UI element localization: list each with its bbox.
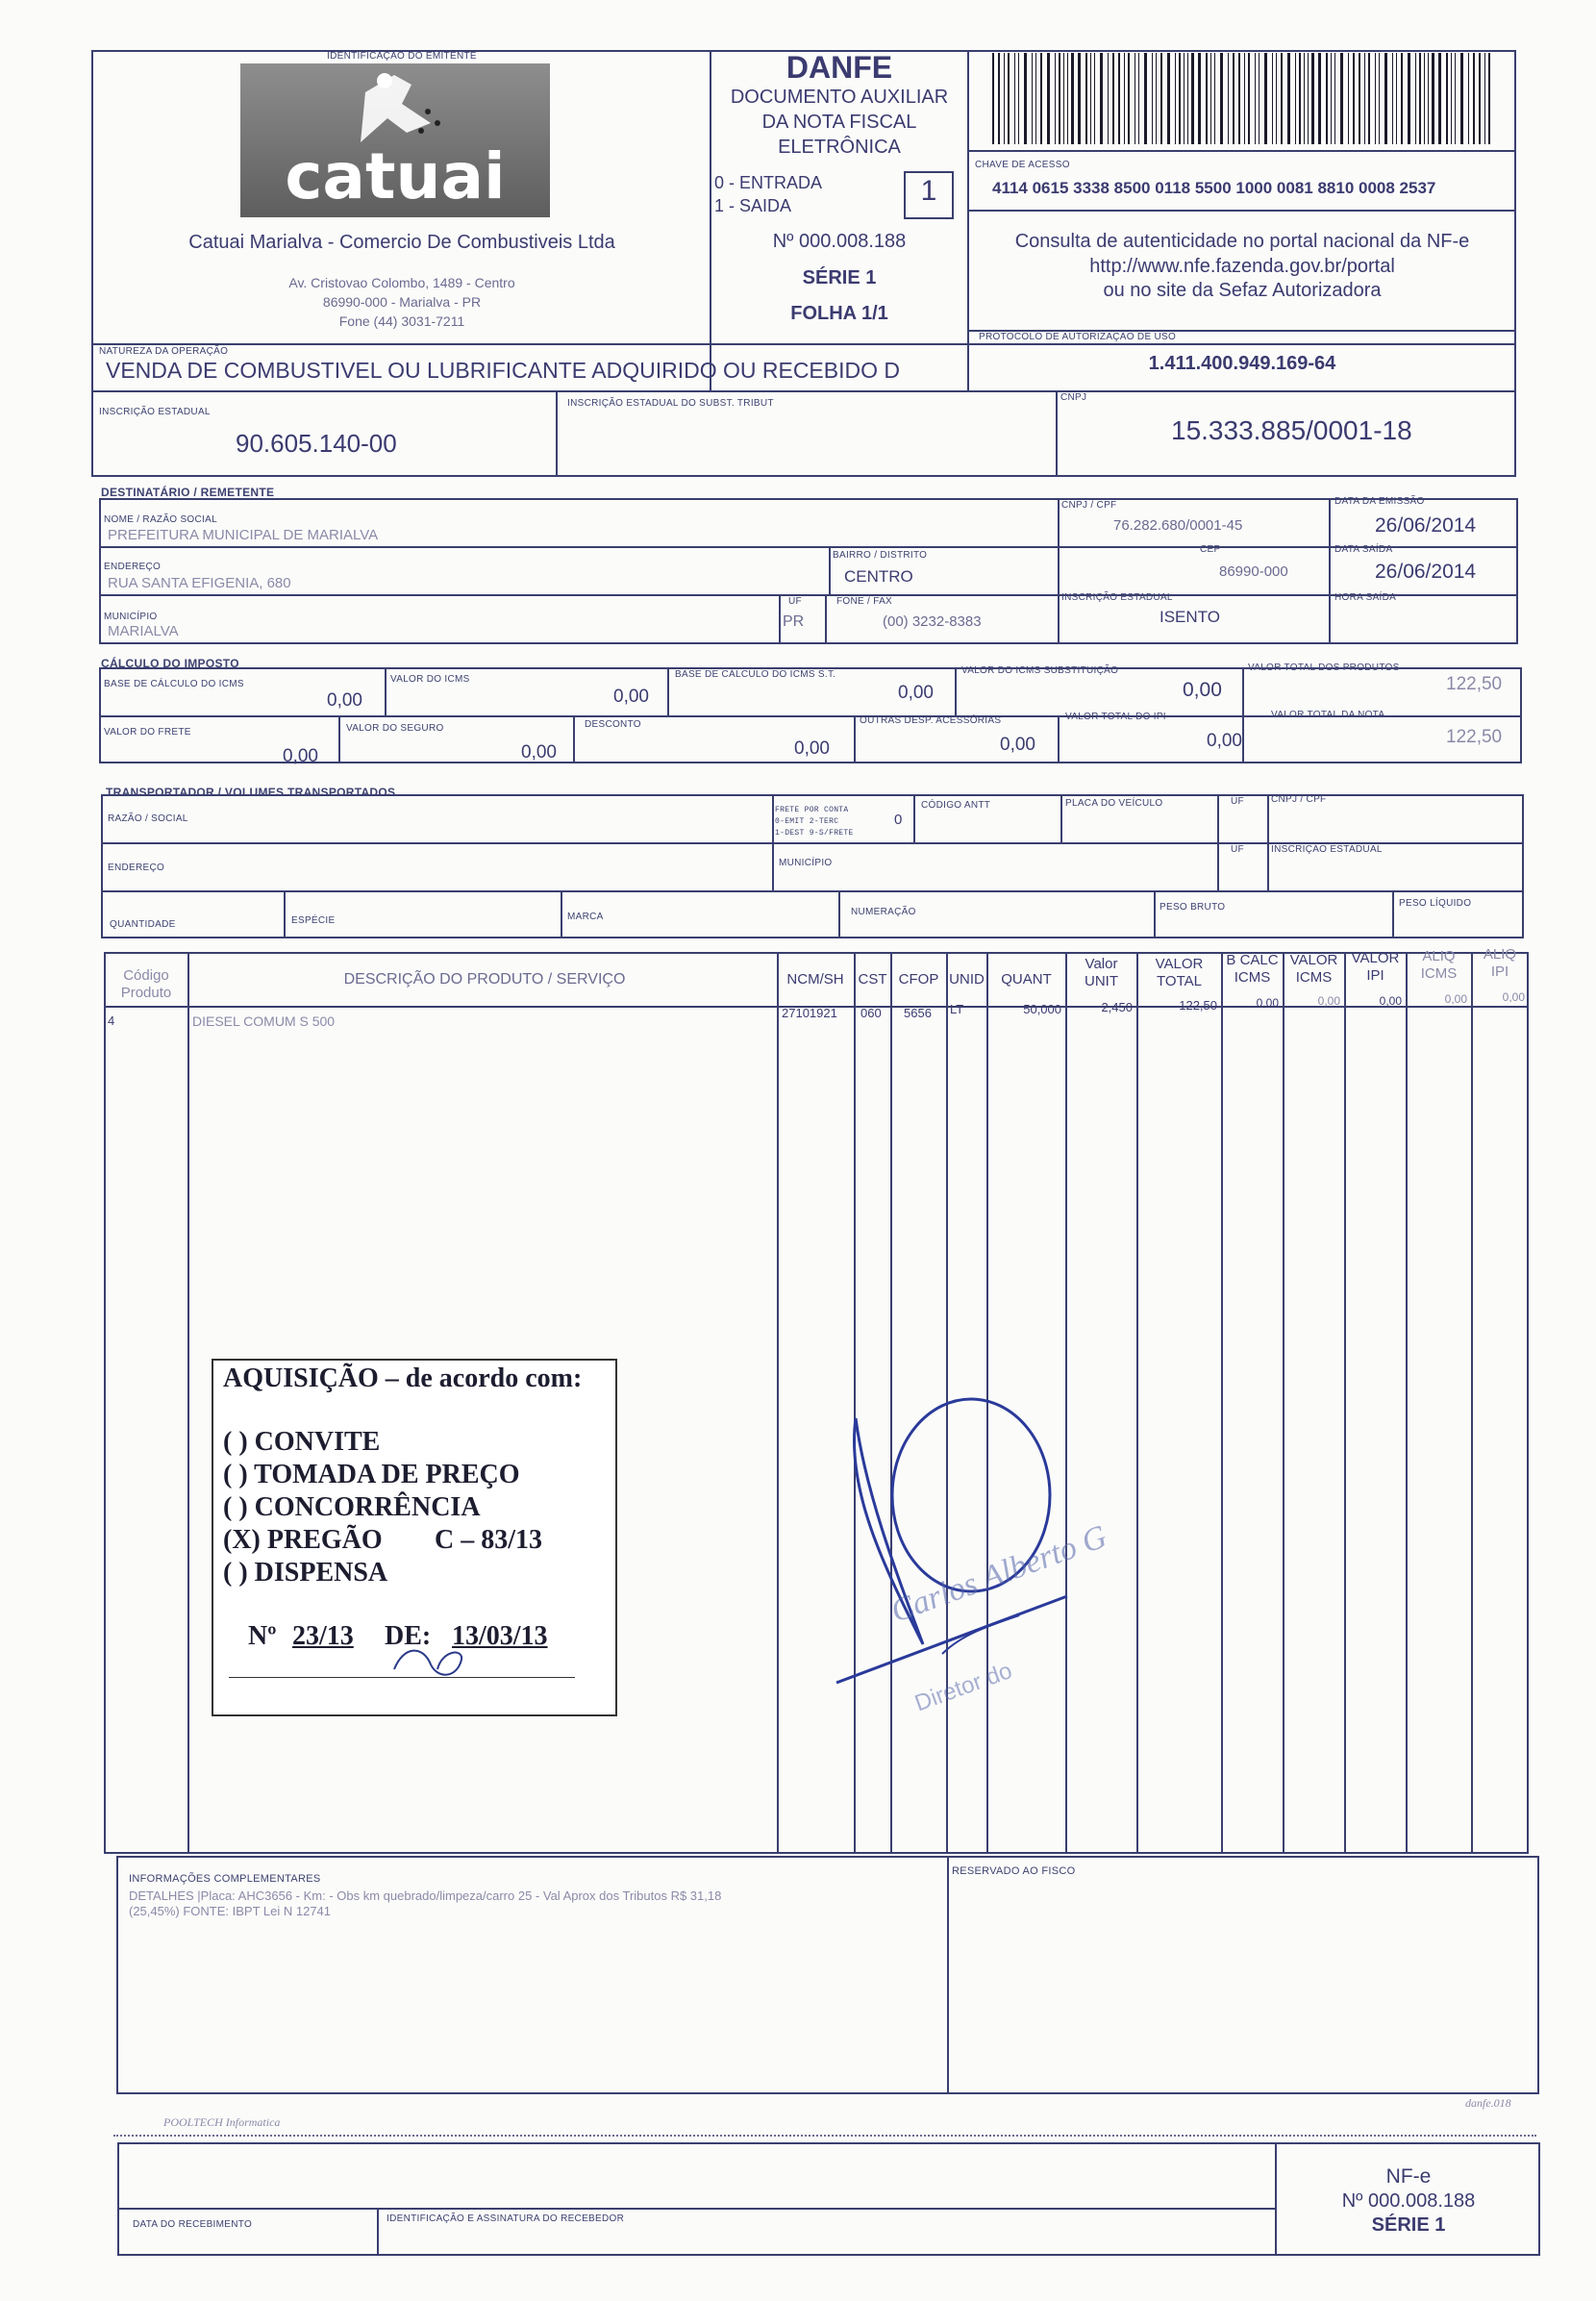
barcode-bar — [1138, 53, 1139, 144]
issuer-address: Av. Cristovao Colombo, 1489 - Centro — [288, 275, 515, 290]
phone-label: FONE / FAX — [836, 596, 893, 607]
ipi-total: 0,00 — [1207, 731, 1242, 751]
barcode-bar — [1112, 53, 1114, 144]
barcode-bar — [1392, 53, 1393, 144]
species-label: ESPÉCIE — [291, 915, 336, 926]
barcode-bar — [1428, 53, 1429, 144]
barcode-bar — [1424, 53, 1425, 144]
transport-uf-label: UF — [1231, 796, 1244, 807]
products-total: 122,50 — [1446, 674, 1503, 694]
barcode-bar — [1484, 53, 1485, 144]
cut-line — [113, 2135, 1536, 2137]
col-icms-rate: ALIQ — [1422, 948, 1456, 964]
barcode-bar — [1198, 53, 1201, 144]
brand-label: MARCA — [567, 912, 604, 922]
item-ipi-rate: 0,00 — [1502, 990, 1525, 1004]
invoice-total-label: VALOR TOTAL DA NOTA — [1271, 710, 1385, 720]
col-unit-value: Valor — [1085, 956, 1118, 972]
icms-value: 0,00 — [613, 687, 649, 707]
access-key-barcode — [992, 53, 1494, 144]
cnpj-label: CNPJ — [1060, 392, 1087, 403]
barcode-bar — [1438, 53, 1441, 144]
numbering-label: NUMERAÇÃO — [851, 907, 916, 917]
col-icms-value-2: ICMS — [1295, 969, 1333, 986]
recipient-district: CENTRO — [844, 567, 913, 586]
entry-option: 0 - ENTRADA — [714, 173, 823, 192]
other-expenses-label: OUTRAS DESP. ACESSÓRIAS — [860, 715, 1002, 726]
additional-info-label: INFORMAÇÕES COMPLEMENTARES — [129, 1873, 321, 1885]
recipient-section-title: DESTINATÁRIO / REMETENTE — [101, 486, 275, 499]
barcode-bar — [1384, 53, 1387, 144]
barcode-bar — [1299, 53, 1301, 144]
recipient-uf: PR — [783, 613, 805, 630]
barcode-bar — [1124, 53, 1125, 144]
barcode-bar — [1004, 53, 1005, 144]
col-unit-value-2: UNIT — [1085, 973, 1118, 989]
tax-section-title: CÁLCULO DO IMPOSTO — [101, 657, 239, 670]
receipt-date-label: DATA DO RECEBIMENTO — [133, 2219, 253, 2230]
logo-wordmark: catuai — [285, 139, 506, 213]
icms-subst-label: VALOR DO ICMS SUBSTITUIÇÃO — [961, 665, 1119, 676]
col-cst: CST — [858, 971, 887, 988]
barcode-bar — [1220, 53, 1223, 144]
protocol-value: 1.411.400.949.169-64 — [1148, 353, 1336, 374]
ie-subst-label: INSCRIÇÃO ESTADUAL DO SUBST. TRIBUT — [567, 398, 774, 409]
barcode-bar — [1408, 53, 1410, 144]
invoice-series: SÉRIE 1 — [802, 267, 877, 288]
item-description: DIESEL COMUM S 500 — [192, 1013, 336, 1029]
barcode-bar — [1018, 53, 1019, 144]
icms-base: 0,00 — [327, 690, 362, 711]
stamp-date-prefix: DE: — [385, 1621, 432, 1651]
item-icms-rate: 0,00 — [1444, 992, 1467, 1006]
signer-title: Diretor do — [911, 1657, 1016, 1717]
freight-by-label-3: 1-DEST 9-S/FRETE — [775, 829, 854, 838]
barcode-bar — [1160, 53, 1162, 144]
item-icms-value: 0,00 — [1317, 994, 1340, 1008]
barcode-bar — [1008, 53, 1010, 144]
barcode-bar — [1063, 53, 1064, 144]
barcode-bar — [1455, 53, 1456, 144]
recipient-cnpj: 76.282.680/0001-45 — [1113, 517, 1243, 534]
recipient-name: PREFEITURA MUNICIPAL DE MARIALVA — [108, 527, 379, 543]
barcode-bar — [1276, 53, 1277, 144]
barcode-bar — [1479, 53, 1481, 144]
barcode-bar — [1396, 53, 1397, 144]
barcode-bar — [1055, 53, 1056, 144]
barcode-bar — [1210, 53, 1211, 144]
recipient-block — [99, 498, 1518, 644]
protocol-label: PROTOCOLO DE AUTORIZAÇÃO DE USO — [979, 332, 1177, 342]
barcode-bar — [1187, 53, 1188, 144]
barcode-bar — [1415, 53, 1416, 144]
barcode-bar — [1287, 53, 1290, 144]
barcode-bar — [1379, 53, 1380, 144]
district-label: BAIRRO / DISTRITO — [833, 550, 928, 561]
stamp-date: 13/03/13 — [452, 1621, 548, 1651]
barcode-bar — [1047, 53, 1050, 144]
catuai-logo — [240, 63, 550, 217]
barcode-bar — [1244, 53, 1245, 144]
col-icms-value: VALOR — [1289, 952, 1338, 968]
col-total-value-2: TOTAL — [1157, 973, 1202, 989]
barcode-bar — [1071, 53, 1074, 144]
emission-date: 26/06/2014 — [1375, 514, 1477, 537]
invoice-number: Nº 000.008.188 — [772, 231, 907, 252]
barcode-bar — [1175, 53, 1176, 144]
barcode-bar — [1100, 53, 1103, 144]
stub-nfe: NF-e — [1385, 2165, 1432, 2188]
invoice-page: FOLHA 1/1 — [790, 303, 888, 324]
city-label: MUNICÍPIO — [104, 612, 158, 622]
barcode-bar — [1264, 53, 1267, 144]
danfe-title: DANFE — [786, 50, 893, 85]
barcode-bar — [1128, 53, 1130, 144]
item-ncm: 27101921 — [782, 1006, 837, 1020]
col-ncm: NCM/SH — [786, 971, 844, 988]
barcode-bar — [1460, 53, 1463, 144]
item-icms-base: 0,00 — [1256, 996, 1279, 1010]
exit-date: 26/06/2014 — [1375, 561, 1477, 583]
recipient-phone: (00) 3232-8383 — [883, 613, 982, 630]
recipient-city: MARIALVA — [108, 623, 179, 639]
barcode-bar — [1156, 53, 1157, 144]
barcode-bar — [1094, 53, 1095, 144]
barcode-bar — [1108, 53, 1109, 144]
stamp-pregao-number: C – 83/13 — [435, 1525, 542, 1555]
fisco-reserved-label: RESERVADO AO FISCO — [952, 1865, 1076, 1877]
discount: 0,00 — [794, 738, 830, 759]
barcode-bar — [1295, 53, 1296, 144]
barcode-bar — [1272, 53, 1273, 144]
freight: 0,00 — [283, 746, 318, 766]
barcode-bar — [1144, 53, 1147, 144]
operation-type-value: 1 — [920, 175, 937, 207]
barcode-bar — [1067, 53, 1068, 144]
barcode-bar — [1032, 53, 1033, 144]
barcode-bar — [1184, 53, 1185, 144]
barcode-bar — [1432, 53, 1434, 144]
icms-base-label: BASE DE CÁLCULO DO ICMS — [104, 679, 244, 689]
col-quantity: QUANT — [1001, 971, 1052, 988]
col-ipi-value: VALOR — [1351, 950, 1400, 966]
insurance: 0,00 — [521, 742, 557, 763]
transport-section-title: TRANSPORTADOR / VOLUMES TRANSPORTADOS — [106, 786, 396, 799]
barcode-bar — [998, 53, 1000, 144]
cep-label: CEP — [1200, 544, 1221, 555]
consult-line-2: http://www.nfe.fazenda.gov.br/portal — [1089, 256, 1395, 277]
recipient-name-label: NOME / RAZÃO SOCIAL — [104, 514, 217, 525]
exit-option: 1 - SAIDA — [714, 196, 792, 215]
exit-time-label: HORA SAÍDA — [1334, 592, 1397, 603]
net-weight-label: PESO LÍQUIDO — [1399, 898, 1472, 909]
barcode-bar — [1118, 53, 1120, 144]
barcode-bar — [1059, 53, 1060, 144]
recipient-cnpj-label: CNPJ / CPF — [1061, 500, 1117, 511]
issuer-name: Catuai Marialva - Comercio De Combustiveis Ltda — [188, 232, 615, 253]
consult-line-3: ou no site da Sefaz Autorizadora — [1103, 280, 1382, 301]
quantity-label: QUANTIDADE — [110, 919, 176, 930]
barcode-bar — [1214, 53, 1215, 144]
item-cst: 060 — [860, 1006, 882, 1020]
col-ipi-rate: ALIQ — [1483, 946, 1517, 963]
col-ipi-rate-2: IPI — [1490, 963, 1509, 980]
freight-label: VALOR DO FRETE — [104, 727, 191, 738]
recipient-ie-label: INSCRIÇÃO ESTADUAL — [1061, 592, 1173, 603]
stamp-pregao: (X) PREGÃO — [223, 1525, 383, 1555]
barcode-bar — [1326, 53, 1328, 144]
stamp-initials-signature — [385, 1640, 471, 1688]
barcode-bar — [1040, 53, 1042, 144]
icms-subst: 0,00 — [1183, 679, 1222, 701]
vehicle-plate-label: PLACA DO VEÍCULO — [1065, 798, 1163, 809]
stamp-convite: ( ) CONVITE — [223, 1427, 381, 1457]
gross-weight-label: PESO BRUTO — [1160, 902, 1226, 913]
barcode-bar — [1024, 53, 1027, 144]
transport-city-label: MUNICÍPIO — [779, 858, 833, 868]
consult-line-1: Consulta de autenticidade no portal nacional da NF-e — [1014, 231, 1470, 252]
barcode-bar — [1364, 53, 1365, 144]
col-unit: UNID — [949, 971, 985, 988]
ie-value: 90.605.140-00 — [236, 429, 397, 458]
invoice-total: 122,50 — [1446, 727, 1503, 747]
receipt-signature-label: IDENTIFICAÇÃO E ASSINATURA DO RECEBEDOR — [387, 2213, 625, 2224]
barcode-bar — [1311, 53, 1314, 144]
stamp-tomada: ( ) TOMADA DE PREÇO — [223, 1460, 520, 1489]
barcode-bar — [1334, 53, 1335, 144]
barcode-bar — [1152, 53, 1153, 144]
item-total-value: 122,50 — [1179, 998, 1217, 1013]
barcode-bar — [1085, 53, 1087, 144]
barcode-bar — [1419, 53, 1421, 144]
transport-uf2-label: UF — [1231, 844, 1244, 855]
nature-label: NATUREZA DA OPERAÇÃO — [99, 346, 229, 357]
barcode-bar — [1281, 53, 1283, 144]
other-expenses: 0,00 — [1000, 735, 1035, 755]
danfe-subtitle-3: ELETRÔNICA — [778, 137, 901, 158]
stamp-number: 23/13 — [292, 1621, 354, 1651]
signer-name: Carlos Alberto G — [886, 1518, 1111, 1630]
icms-st-base: 0,00 — [898, 683, 934, 703]
barcode-bar — [1206, 53, 1208, 144]
barcode-bar — [1468, 53, 1469, 144]
ie-label: INSCRIÇÃO ESTADUAL — [99, 407, 211, 417]
item-unit-value: 2,450 — [1101, 1000, 1133, 1014]
item-quantity: 50,000 — [1023, 1002, 1061, 1016]
ipi-total-label: VALOR TOTAL DO IPI — [1065, 712, 1166, 722]
discount-label: DESCONTO — [585, 719, 641, 730]
barcode-bar — [1233, 53, 1234, 144]
item-cfop: 5656 — [904, 1006, 932, 1020]
products-total-label: VALOR TOTAL DOS PRODUTOS — [1248, 663, 1400, 673]
col-code: Código — [123, 967, 169, 984]
recipient-ie: ISENTO — [1160, 608, 1220, 626]
transport-cnpj-label: CNPJ / CPF — [1271, 794, 1327, 805]
freight-by-label-1: FRETE POR CONTA — [775, 806, 849, 814]
stub-number: Nº 000.008.188 — [1341, 2190, 1476, 2212]
barcode-bar — [1359, 53, 1360, 144]
danfe-subtitle-1: DOCUMENTO AUXILIAR — [730, 87, 949, 108]
barcode-bar — [992, 53, 994, 144]
barcode-bar — [1353, 53, 1355, 144]
stub-series: SÉRIE 1 — [1371, 2214, 1446, 2236]
barcode-bar — [1238, 53, 1240, 144]
icms-value-label: VALOR DO ICMS — [390, 674, 470, 685]
item-unit: LT — [950, 1002, 964, 1016]
issuer-city: 86990-000 - Marialva - PR — [322, 294, 482, 310]
antt-label: CÓDIGO ANTT — [921, 800, 991, 811]
freight-by-value: 0 — [894, 812, 903, 828]
barcode-bar — [1331, 53, 1332, 144]
barcode-bar — [1348, 53, 1349, 144]
barcode-bar — [1318, 53, 1321, 144]
barcode-bar — [1191, 53, 1194, 144]
barcode-bar — [1090, 53, 1091, 144]
col-total-value: VALOR — [1155, 956, 1204, 972]
barcode-bar — [1179, 53, 1181, 144]
additional-info-line-1: DETALHES |Placa: AHC3656 - Km: - Obs km quebrado/limpeza/carro 25 - Val Aprox dos Tributos R$ 31,18 — [129, 1888, 722, 1903]
barcode-bar — [1375, 53, 1376, 144]
address-label: ENDEREÇO — [104, 562, 162, 572]
barcode-bar — [1304, 53, 1305, 144]
barcode-bar — [1255, 53, 1256, 144]
barcode-bar — [1451, 53, 1452, 144]
col-cfop: CFOP — [898, 971, 939, 988]
barcode-bar — [1308, 53, 1309, 144]
stamp-dispensa: ( ) DISPENSA — [223, 1558, 388, 1588]
stamp-number-prefix: Nº — [248, 1621, 277, 1651]
barcode-bar — [1167, 53, 1170, 144]
access-key: 4114 0615 3338 8500 0118 5500 1000 0081 8810 0008 2537 — [992, 179, 1436, 197]
transport-ie-label: INSCRIÇÃO ESTADUAL — [1271, 844, 1383, 855]
logo-figure-icon — [240, 63, 550, 217]
barcode-bar — [1446, 53, 1448, 144]
barcode-bar — [1368, 53, 1370, 144]
barcode-bar — [1228, 53, 1229, 144]
emission-date-label: DATA DA EMISSÃO — [1334, 496, 1425, 507]
col-icms-base-2: ICMS — [1234, 969, 1271, 986]
barcode-bar — [1248, 53, 1250, 144]
col-icms-base: B CÁLC — [1226, 952, 1279, 968]
transport-address-label: ENDEREÇO — [108, 863, 165, 873]
col-code-2: Produto — [120, 985, 172, 1001]
barcode-bar — [1078, 53, 1081, 144]
barcode-bar — [1340, 53, 1343, 144]
barcode-bar — [1401, 53, 1403, 144]
stamp-title: AQUISIÇÃO – de acordo com: — [223, 1363, 583, 1393]
carrier-name-label: RAZÃO / SOCIAL — [108, 813, 188, 824]
item-code: 4 — [108, 1013, 115, 1028]
icms-st-base-label: BASE DE CÁLCULO DO ICMS S.T. — [675, 669, 836, 680]
additional-info-line-2: (25,45%) FONTE: IBPT Lei N 12741 — [129, 1904, 332, 1918]
col-description: DESCRIÇÃO DO PRODUTO / SERVIÇO — [343, 971, 626, 988]
uf-label: UF — [788, 596, 802, 607]
item-ipi-value: 0,00 — [1379, 994, 1402, 1008]
danfe-subtitle-2: DA NOTA FISCAL — [761, 112, 917, 133]
barcode-bar — [1488, 53, 1490, 144]
template-footer: danfe.018 — [1465, 2096, 1511, 2110]
col-icms-rate-2: ICMS — [1420, 965, 1458, 982]
insurance-label: VALOR DO SEGURO — [346, 723, 444, 734]
software-footer: POOLTECH Informatica — [163, 2115, 281, 2129]
issuer-phone: Fone (44) 3031-7211 — [338, 313, 465, 329]
stamp-concorrencia: ( ) CONCORRÊNCIA — [223, 1492, 481, 1522]
issuer-label: IDENTIFICAÇÃO DO EMITENTE — [327, 51, 477, 62]
nature-value: VENDA DE COMBUSTIVEL OU LUBRIFICANTE ADQUIRIDO OU RECEBIDO D — [106, 358, 901, 383]
recipient-address: RUA SANTA EFIGENIA, 680 — [108, 575, 291, 591]
barcode-bar — [1473, 53, 1475, 144]
barcode-bar — [1014, 53, 1015, 144]
exit-date-label: DATA SAÍDA — [1334, 544, 1393, 555]
freight-by-label-2: 0-EMIT 2-TERC — [775, 817, 839, 826]
issuer-cnpj: 15.333.885/0001-18 — [1171, 415, 1412, 445]
recipient-cep: 86990-000 — [1219, 563, 1288, 580]
access-key-label: CHAVE DE ACESSO — [975, 160, 1070, 170]
barcode-bar — [1035, 53, 1036, 144]
col-ipi-value-2: IPI — [1366, 967, 1384, 984]
